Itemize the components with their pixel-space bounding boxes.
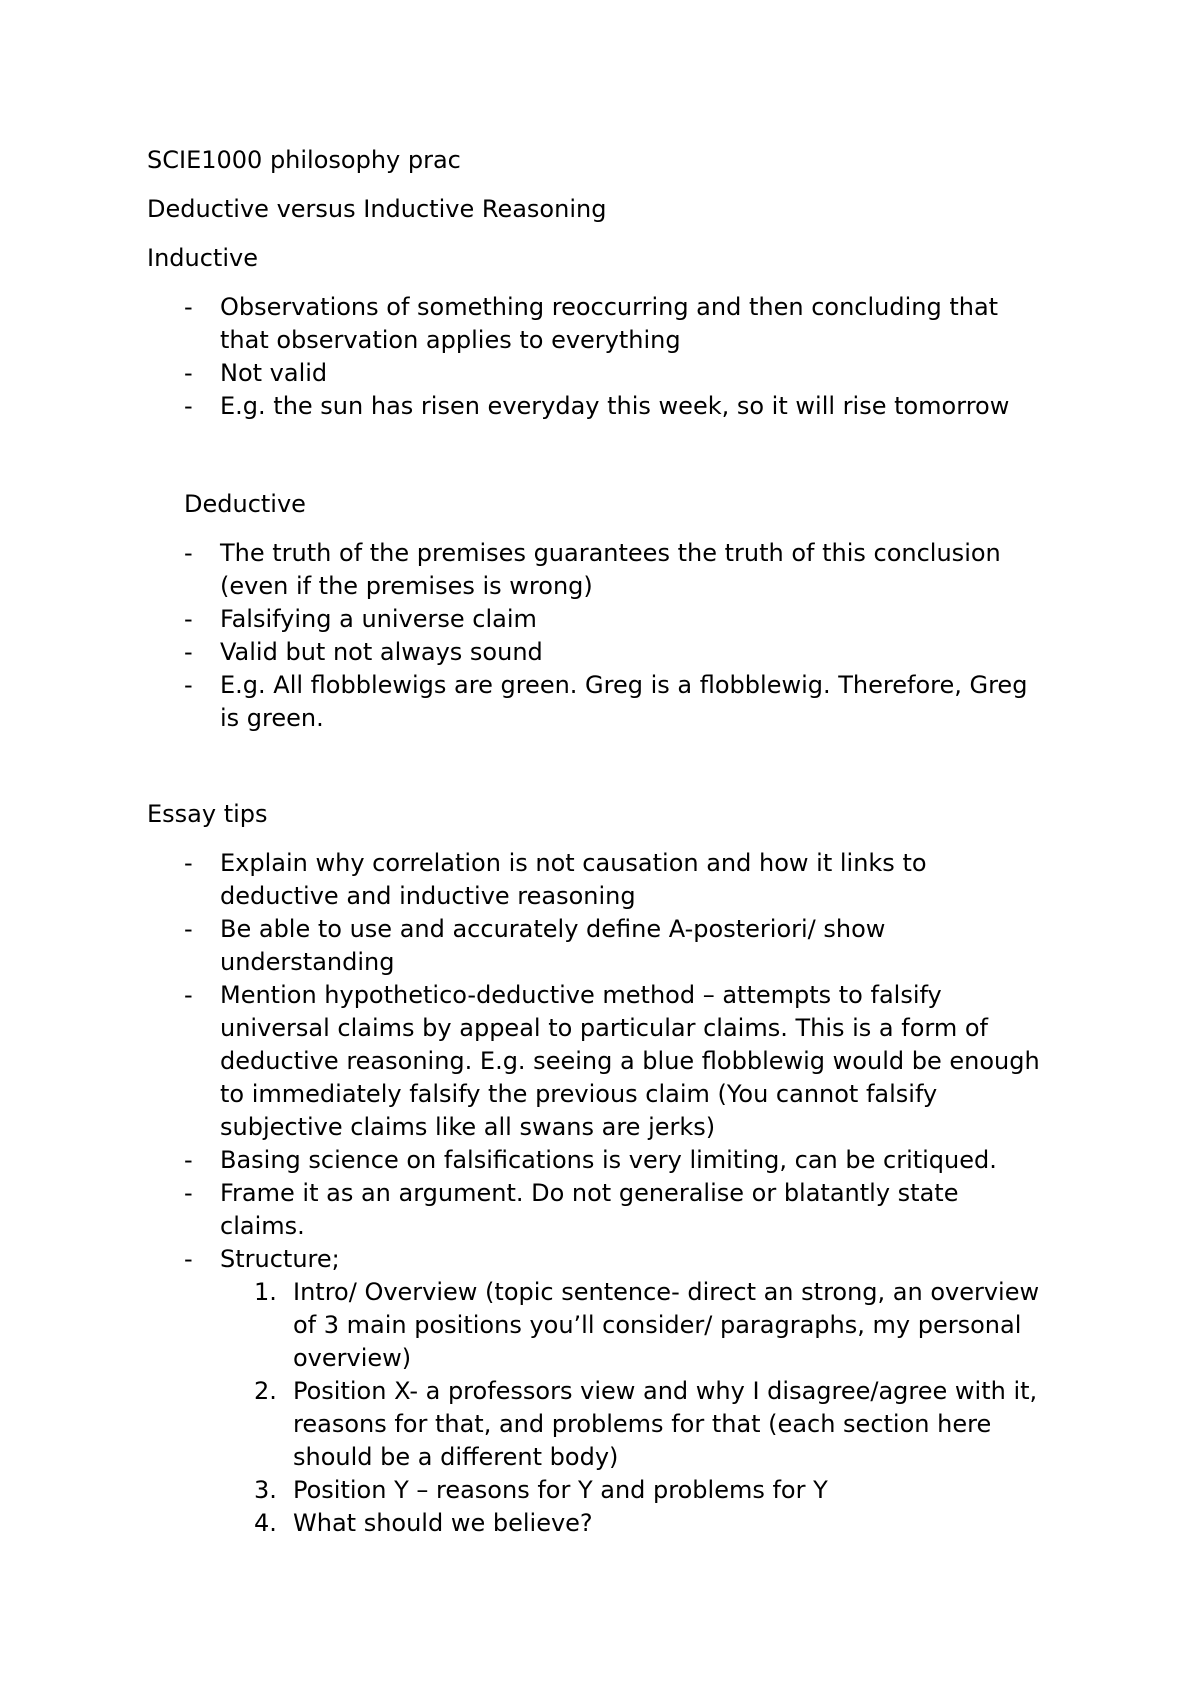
list-item: Observations of something reoccurring and then concluding that	[220, 293, 999, 321]
document-title: SCIE1000 philosophy prac	[147, 146, 461, 174]
list-item: universal claims by appeal to particular claims. This is a form of	[220, 1014, 988, 1042]
list-item: Mention hypothetico-deductive method – attempts to falsify	[220, 981, 942, 1009]
list-item: The truth of the premises guarantees the truth of this conclusion	[220, 539, 1001, 567]
list-item: Falsifying a universe claim	[220, 605, 537, 633]
list-item: to immediately falsify the previous claim (You cannot falsify	[220, 1080, 938, 1108]
bullet-marker: -	[184, 293, 193, 321]
bullet-marker: -	[184, 638, 193, 666]
step-number: 3.	[254, 1476, 277, 1504]
essay-tips-heading: Essay tips	[147, 800, 268, 828]
bullet-marker: -	[184, 849, 193, 877]
bullet-marker: -	[184, 671, 193, 699]
step-text: of 3 main positions you’ll consider/ paragraphs, my personal	[293, 1311, 1022, 1339]
list-item: Valid but not always sound	[220, 638, 543, 666]
step-text: Position X- a professors view and why I disagree/agree with it,	[293, 1377, 1038, 1405]
bullet-marker: -	[184, 392, 193, 420]
deductive-heading: Deductive	[184, 490, 306, 518]
inductive-heading: Inductive	[147, 244, 258, 272]
list-item: claims.	[220, 1212, 305, 1240]
list-item: E.g. All flobblewigs are green. Greg is a flobblewig. Therefore, Greg	[220, 671, 1028, 699]
list-item: Not valid	[220, 359, 328, 387]
list-item: is green.	[220, 704, 324, 732]
list-item: Structure;	[220, 1245, 340, 1273]
step-text: overview)	[293, 1344, 412, 1372]
bullet-marker: -	[184, 1245, 193, 1273]
bullet-marker: -	[184, 605, 193, 633]
bullet-marker: -	[184, 981, 193, 1009]
list-item: (even if the premises is wrong)	[220, 572, 593, 600]
step-text: Intro/ Overview (topic sentence- direct an strong, an overview	[293, 1278, 1040, 1306]
step-text: What should we believe?	[293, 1509, 593, 1537]
list-item: Explain why correlation is not causation and how it links to	[220, 849, 927, 877]
step-number: 4.	[254, 1509, 277, 1537]
document-subtitle: Deductive versus Inductive Reasoning	[147, 195, 607, 223]
list-item: understanding	[220, 948, 395, 976]
list-item: Be able to use and accurately define A-posteriori/ show	[220, 915, 886, 943]
step-number: 2.	[254, 1377, 277, 1405]
list-item: Basing science on falsifications is very limiting, can be critiqued.	[220, 1146, 997, 1174]
bullet-marker: -	[184, 539, 193, 567]
bullet-marker: -	[184, 915, 193, 943]
list-item: subjective claims like all swans are jerks)	[220, 1113, 716, 1141]
step-text: should be a different body)	[293, 1443, 619, 1471]
step-text: Position Y – reasons for Y and problems for Y	[293, 1476, 828, 1504]
list-item: that observation applies to everything	[220, 326, 681, 354]
list-item: deductive and inductive reasoning	[220, 882, 636, 910]
list-item: deductive reasoning. E.g. seeing a blue flobblewig would be enough	[220, 1047, 1040, 1075]
list-item: Frame it as an argument. Do not generalise or blatantly state	[220, 1179, 959, 1207]
list-item: E.g. the sun has risen everyday this week, so it will rise tomorrow	[220, 392, 1010, 420]
step-number: 1.	[254, 1278, 277, 1306]
step-text: reasons for that, and problems for that (each section here	[293, 1410, 992, 1438]
bullet-marker: -	[184, 359, 193, 387]
bullet-marker: -	[184, 1146, 193, 1174]
bullet-marker: -	[184, 1179, 193, 1207]
